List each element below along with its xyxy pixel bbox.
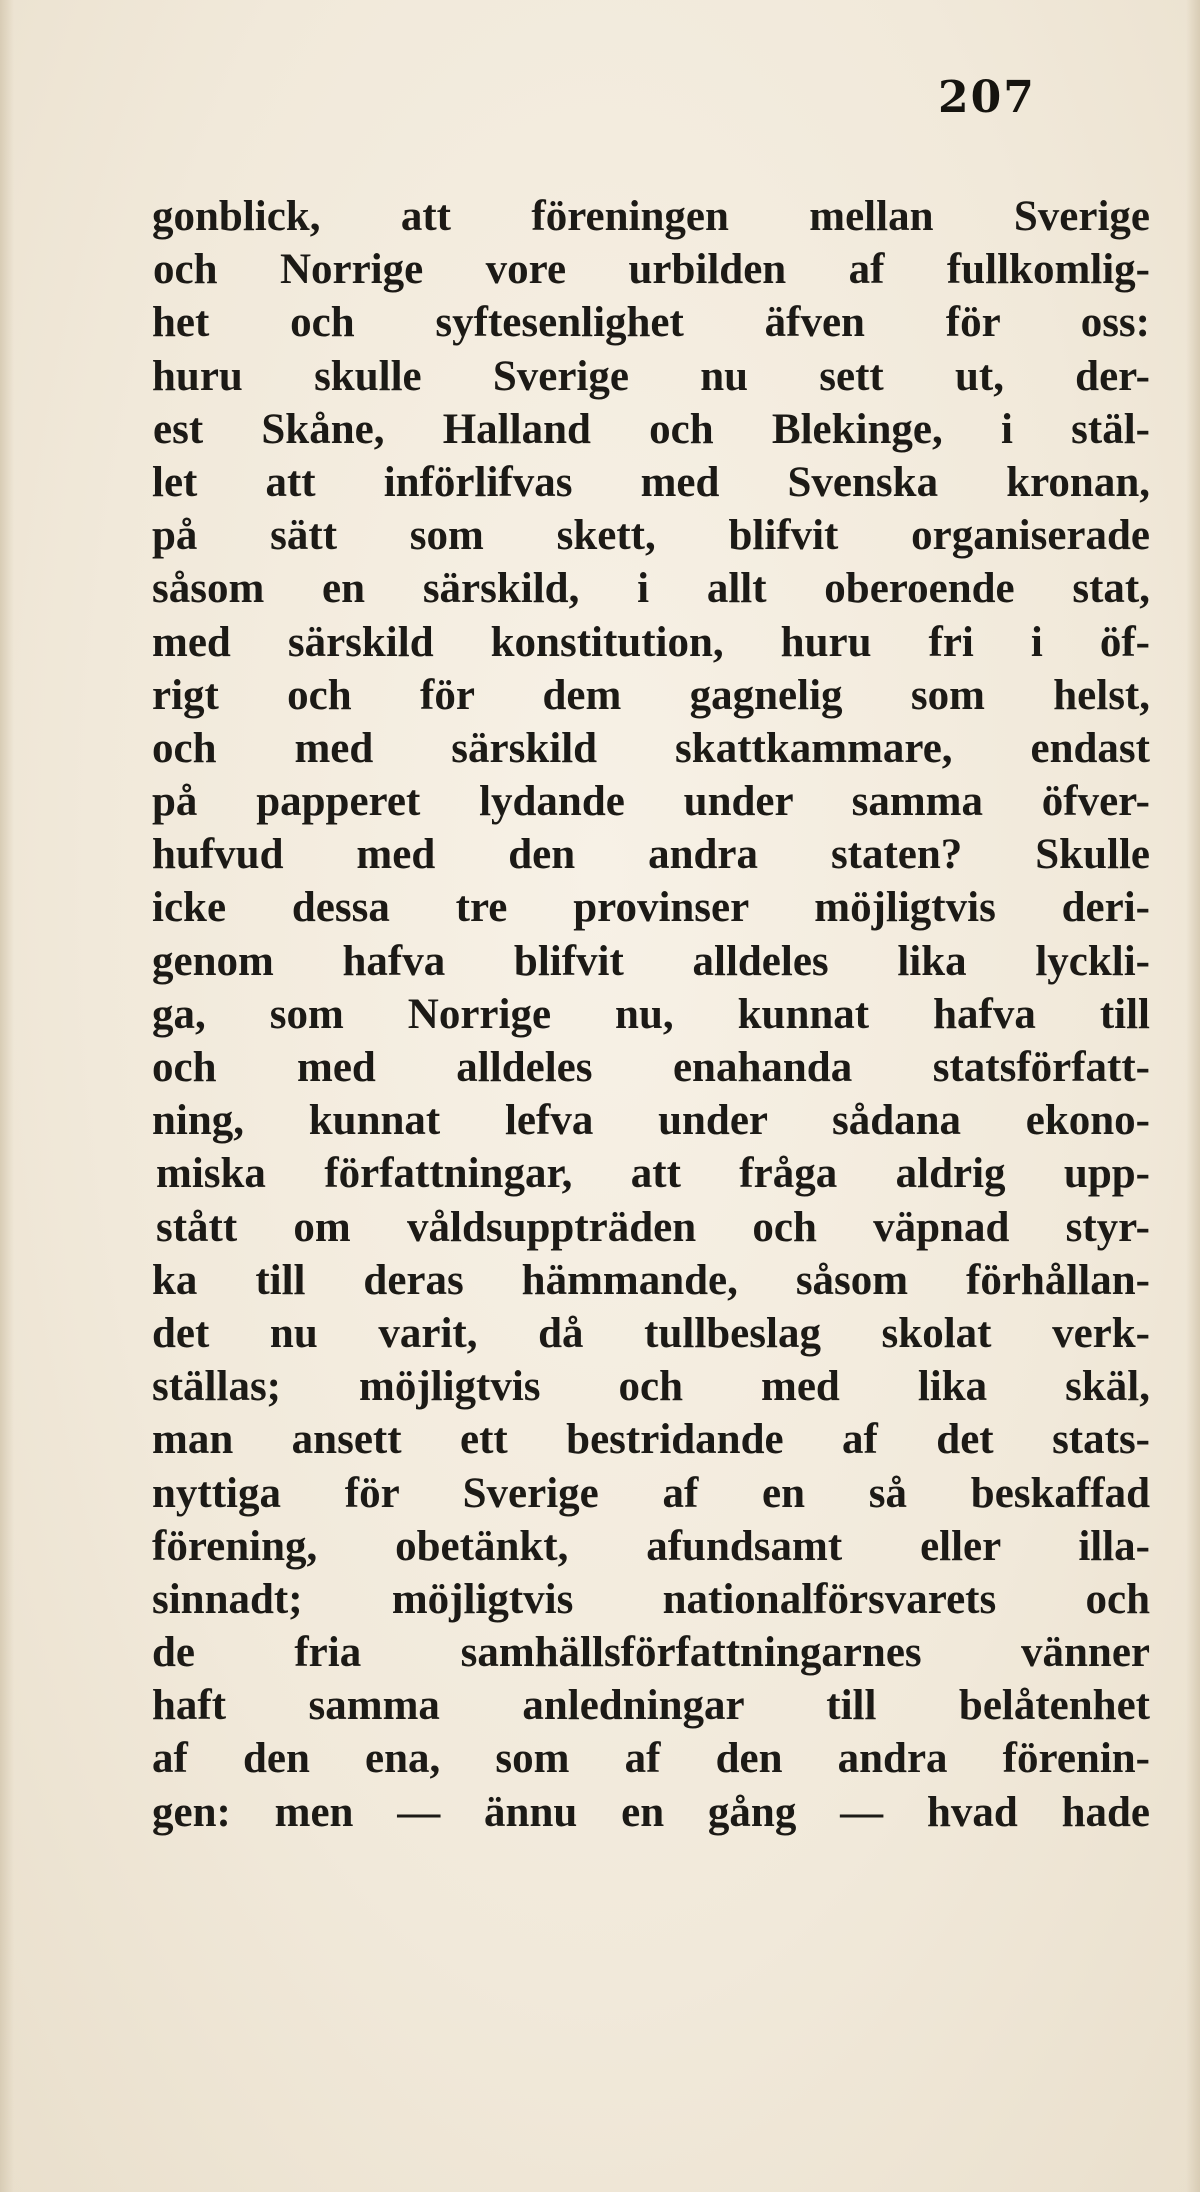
text-line: man ansett ett bestridande af det stats-: [152, 1416, 1150, 1464]
text-line: hufvud med den andra staten? Skulle: [152, 831, 1150, 879]
text-line: det nu varit, då tullbeslag skolat verk-: [152, 1309, 1150, 1357]
text-line: ga, som Norrige nu, kunnat hafva till: [152, 990, 1150, 1038]
text-line: icke dessa tre provinser möjligtvis deri-: [152, 884, 1150, 932]
text-line: de fria samhällsförfattningarnes vänner: [152, 1629, 1150, 1677]
body-text: [152, 190, 1150, 1839]
text-line: est Skåne, Halland och Blekinge, i stäl-: [153, 405, 1150, 453]
text-line: på sätt som skett, blifvit organiserade: [152, 512, 1150, 560]
text-line: och med särskild skattkammare, endast: [152, 724, 1150, 772]
text-line: ka till deras hämmande, såsom förhållan-: [152, 1256, 1150, 1304]
page-edge-left: [0, 0, 14, 2192]
text-line: huru skulle Sverige nu sett ut, der-: [152, 352, 1150, 400]
text-line: stått om våldsuppträden och väpnad styr-: [156, 1203, 1150, 1251]
text-line: miska författningar, att fråga aldrig upp-: [156, 1150, 1150, 1198]
text-line: och med alldeles enahanda statsförfatt-: [152, 1044, 1150, 1091]
text-line: let att införlifvas med Svenska kronan,: [152, 458, 1150, 506]
text-line: rigt och för dem gagnelig som helst,: [152, 671, 1150, 719]
text-line: af den ena, som af den andra förenin-: [152, 1735, 1150, 1783]
text-line: ning, kunnat lefva under sådana ekono-: [152, 1097, 1150, 1145]
text-line: sinnadt; möjligtvis nationalförsvarets och: [152, 1575, 1150, 1623]
text-line: het och syftesenlighet äfven för oss:: [152, 299, 1150, 347]
text-line: nyttiga för Sverige af en så beskaffad: [152, 1469, 1150, 1517]
page-number: 207: [938, 72, 1036, 123]
text-line: och Norrige vore urbilden af fullkomlig-: [153, 246, 1150, 294]
text-line: med särskild konstitution, huru fri i öf-: [152, 618, 1150, 666]
text-line: gonblick, att föreningen mellan Sverige: [152, 193, 1150, 240]
text-line: på papperet lydande under samma öfver-: [152, 778, 1150, 826]
page-edge-right: [1186, 0, 1200, 2192]
text-line: förening, obetänkt, afundsamt eller illa-: [152, 1522, 1150, 1570]
text-line: genom hafva blifvit alldeles lika lyckli-: [152, 937, 1150, 985]
text-line: haft samma anledningar till belåtenhet: [152, 1682, 1150, 1730]
text-line: gen: men — ännu en gång — hvad hade: [152, 1788, 1150, 1836]
text-line: ställas; möjligtvis och med lika skäl,: [152, 1363, 1150, 1411]
text-line: såsom en särskild, i allt oberoende stat,: [152, 565, 1150, 613]
